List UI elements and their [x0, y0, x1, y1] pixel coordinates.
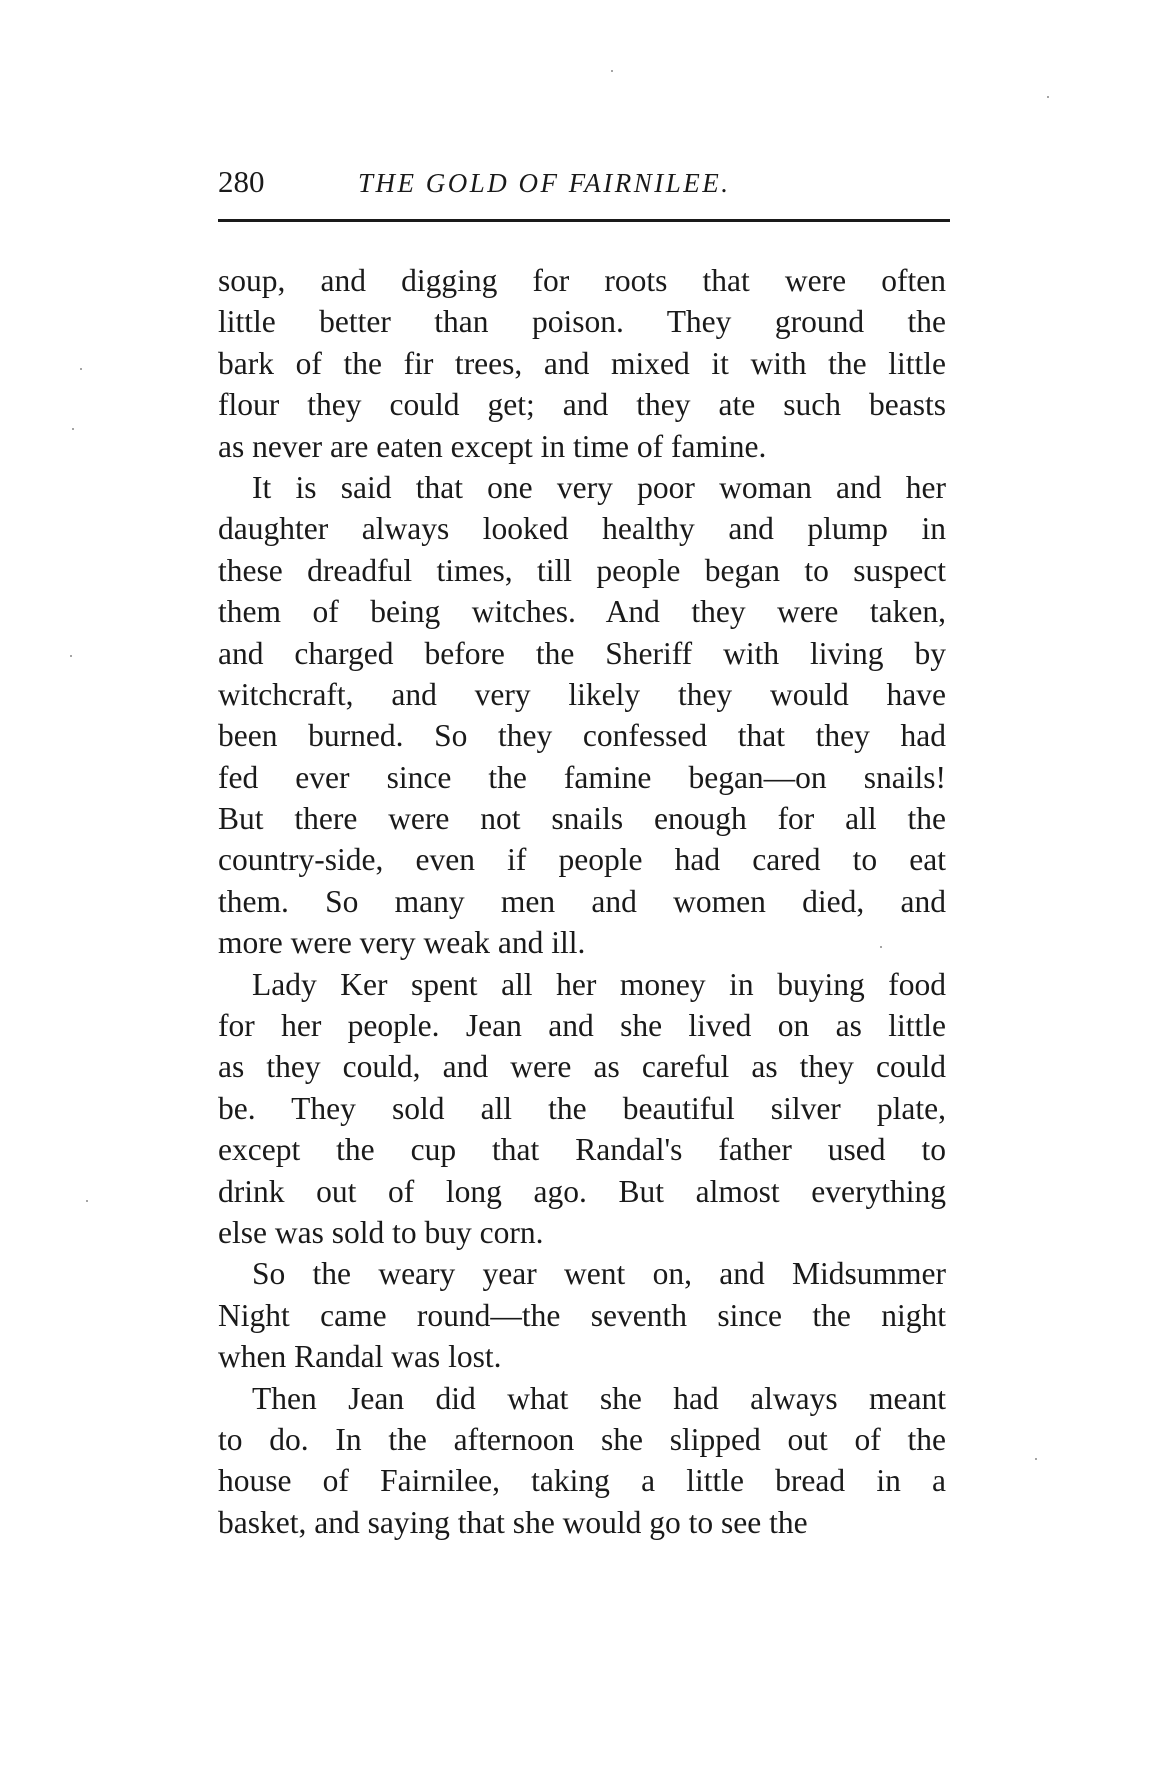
paragraph	[218, 1378, 946, 1544]
text-line: But there were not snails enough for all the	[218, 801, 946, 837]
text-line: Then Jean did what she had always meant	[252, 1380, 946, 1416]
text-line: bark of the fir trees, and mixed it with the little	[218, 345, 946, 381]
scan-speck	[1035, 1458, 1037, 1460]
scan-speck	[86, 1200, 88, 1202]
page-number: 280	[218, 164, 265, 199]
scan-speck	[880, 946, 882, 948]
text-line: little better than poison. They ground the	[218, 304, 946, 340]
scan-speck	[611, 70, 613, 72]
text-line: So the weary year went on, and Midsummer	[252, 1256, 946, 1292]
text-line: as they could, and were as careful as they could	[218, 1049, 946, 1085]
paragraph	[218, 467, 946, 964]
body-text	[218, 260, 946, 1543]
text-line: It is said that one very poor woman and her	[252, 469, 946, 505]
text-line: soup, and digging for roots that were often	[218, 263, 946, 298]
text-line: these dreadful times, till people began to suspect	[218, 552, 946, 588]
text-line: be. They sold all the beautiful silver plate,	[218, 1090, 946, 1126]
text-line: house of Fairnilee, taking a little bread in a	[218, 1463, 946, 1499]
paragraph	[218, 260, 946, 467]
text-line: daughter always looked healthy and plump in	[218, 511, 946, 547]
text-line: Lady Ker spent all her money in buying food	[252, 966, 946, 1002]
scan-speck	[72, 428, 74, 430]
text-line: Night came round—the seventh since the night	[218, 1297, 946, 1333]
text-line: for her people. Jean and she lived on as little	[218, 1008, 946, 1044]
text-line: as never are eaten except in time of famine.	[218, 428, 767, 464]
page-header	[218, 162, 950, 212]
text-line: fed ever since the famine began—on snails!	[218, 759, 946, 795]
paragraph	[218, 1253, 946, 1377]
text-line: country-side, even if people had cared to eat	[218, 842, 946, 878]
paragraph	[218, 964, 946, 1254]
text-line: witchcraft, and very likely they would have	[218, 676, 946, 712]
text-line: and charged before the Sheriff with living by	[218, 635, 946, 671]
text-line: more were very weak and ill.	[218, 925, 586, 961]
scan-speck	[1047, 96, 1049, 98]
scan-speck	[80, 368, 82, 370]
text-line: when Randal was lost.	[218, 1339, 502, 1375]
scan-speck	[70, 655, 72, 657]
text-line: to do. In the afternoon she slipped out of the	[218, 1421, 946, 1457]
text-line: them of being witches. And they were taken,	[218, 594, 946, 630]
header-rule	[218, 219, 950, 222]
running-title: THE GOLD OF FAIRNILEE.	[358, 168, 731, 198]
text-line: them. So many men and women died, and	[218, 883, 946, 919]
text-line: except the cup that Randal's father used to	[218, 1132, 946, 1168]
text-line: flour they could get; and they ate such beasts	[218, 387, 946, 423]
text-line: been burned. So they confessed that they had	[218, 718, 946, 754]
text-line: else was sold to buy corn.	[218, 1214, 544, 1250]
text-line: drink out of long ago. But almost everything	[218, 1173, 946, 1209]
text-line: basket, and saying that she would go to see the	[218, 1504, 808, 1540]
